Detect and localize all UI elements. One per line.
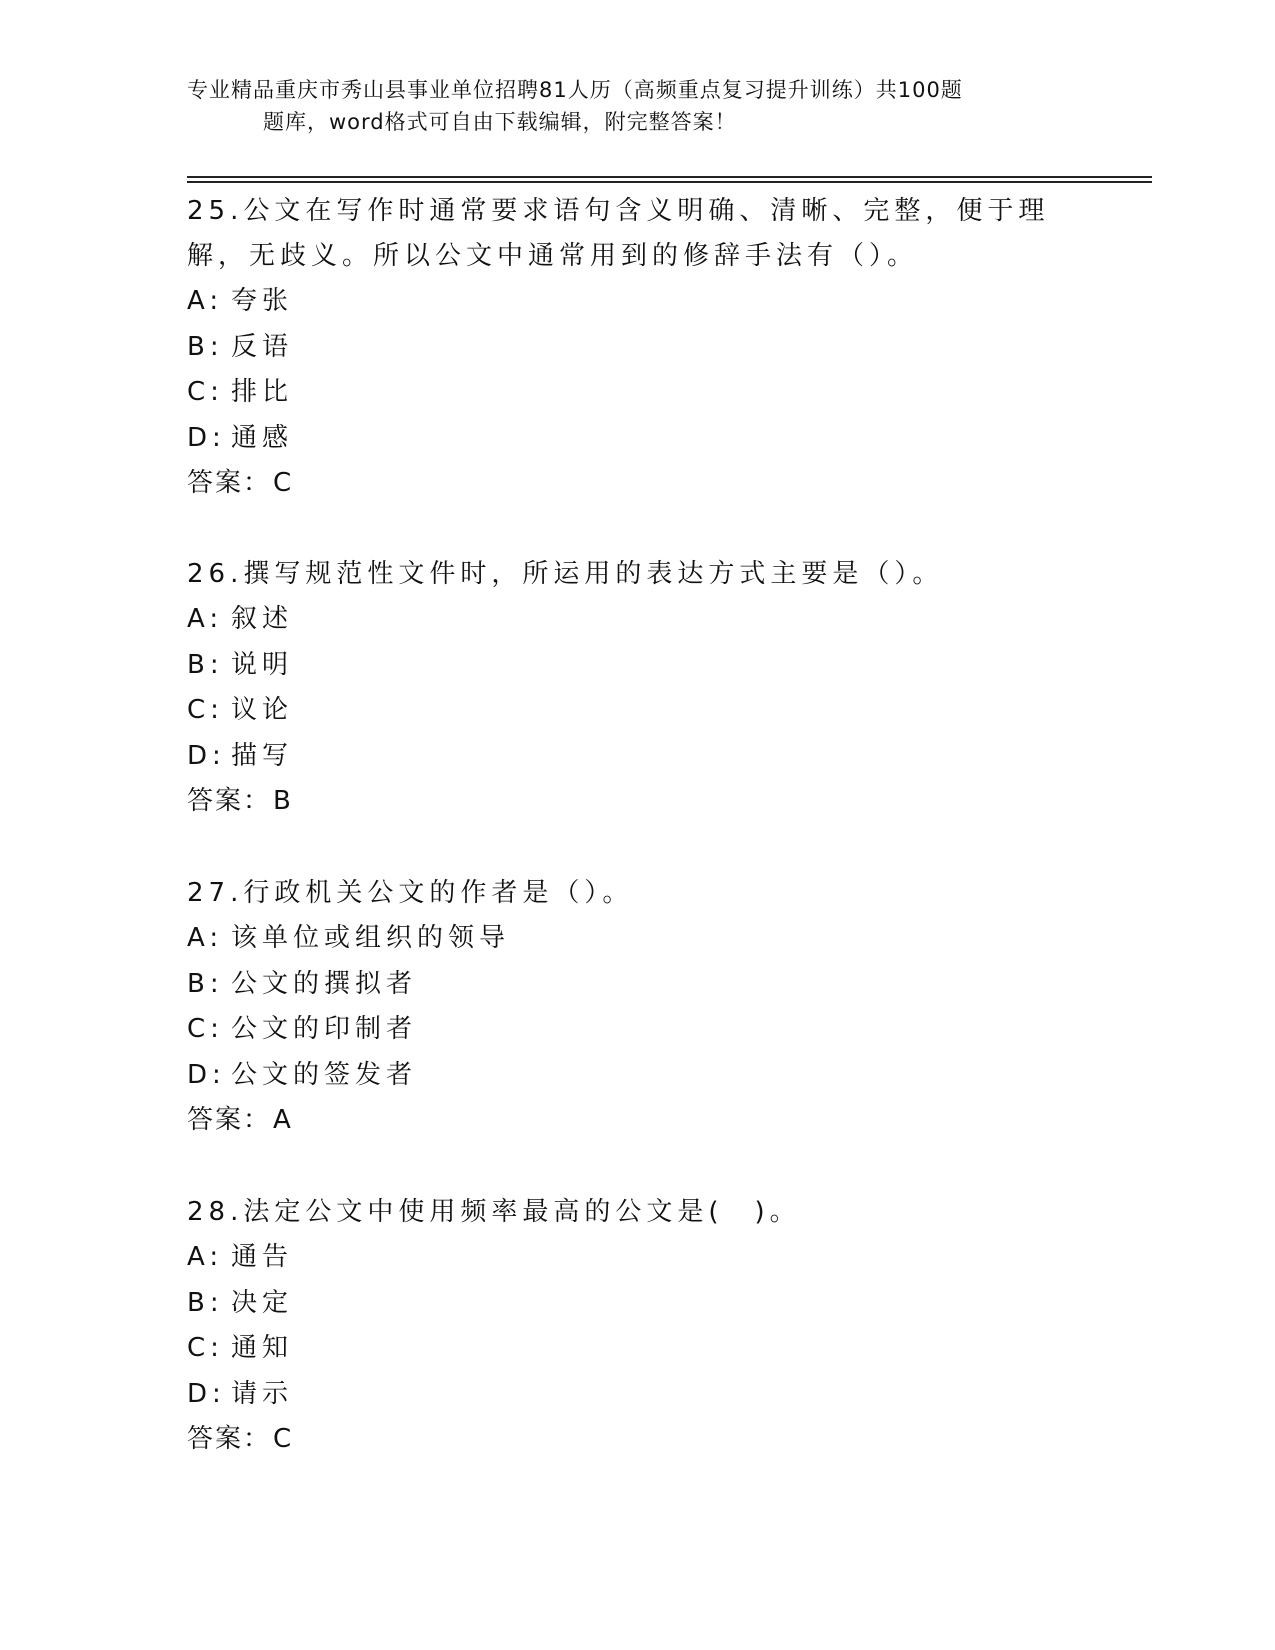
question-text: 27.行政机关公文的作者是（）。 (187, 878, 634, 908)
option-b (187, 962, 1087, 1008)
option-a (187, 597, 1087, 643)
option-c (187, 688, 1087, 734)
header-divider-bottom (187, 181, 1152, 183)
option-key: C: (187, 377, 224, 407)
option-text: 描写 (231, 740, 294, 771)
option-d (187, 416, 1087, 462)
option-a (187, 1235, 1087, 1281)
answer-label: 答案： (187, 1424, 272, 1454)
option-text: 公文的印制者 (231, 1014, 418, 1044)
option-key: B: (187, 649, 224, 680)
answer-value: B (273, 786, 291, 816)
answer-line (187, 461, 1087, 506)
option-c (187, 1007, 1087, 1053)
answer-label: 答案： (187, 468, 272, 498)
option-text: 议论 (231, 695, 294, 725)
question-28 (187, 1190, 1087, 1462)
option-key: A: (187, 923, 224, 953)
option-b (187, 643, 1087, 689)
header-title-line-2: 题库，word格式可自由下载编辑，附完整答案！ (263, 110, 737, 134)
option-b (187, 1281, 1087, 1327)
answer-label: 答案： (187, 1105, 272, 1135)
answer-line (187, 779, 1087, 824)
option-key: D: (187, 1378, 226, 1409)
answer-line (187, 1417, 1087, 1462)
option-a (187, 916, 1087, 962)
option-key: A: (187, 286, 224, 316)
option-text: 夸张 (231, 286, 294, 316)
answer-line (187, 1098, 1087, 1143)
answer-value: C (273, 1424, 292, 1454)
option-a (187, 279, 1087, 325)
option-text: 反语 (231, 331, 294, 362)
option-c (187, 1326, 1087, 1372)
question-27 (187, 871, 1087, 1143)
option-key: B: (187, 1287, 224, 1318)
option-text: 通告 (231, 1242, 294, 1272)
option-key: A: (187, 1242, 224, 1272)
option-key: B: (187, 968, 224, 999)
question-25 (187, 189, 1087, 506)
question-26 (187, 552, 1087, 824)
option-d (187, 1053, 1087, 1099)
option-text: 决定 (231, 1287, 294, 1318)
option-key: C: (187, 1014, 224, 1044)
answer-label: 答案： (187, 786, 272, 816)
option-key: B: (187, 331, 224, 362)
question-text: 25.公文在写作时通常要求语句含义明确、清晰、完整，便于理解，无歧义。所以公文中通常用到的修辞手法有（）。 (187, 196, 1050, 271)
option-text: 排比 (231, 377, 294, 407)
option-text: 该单位或组织的领导 (231, 923, 511, 953)
header-title-line-1: 专业精品重庆市秀山县事业单位招聘81人历（高频重点复习提升训练）共100题 (187, 78, 963, 102)
option-key: C: (187, 1333, 224, 1363)
question-text: 26.撰写规范性文件时，所运用的表达方式主要是（）。 (187, 559, 944, 589)
answer-value: C (273, 468, 292, 498)
option-text: 叙述 (231, 604, 294, 634)
option-key: C: (187, 695, 224, 725)
option-c (187, 370, 1087, 416)
document-header (187, 74, 1067, 138)
option-text: 公文的签发者 (231, 1059, 418, 1090)
option-key: A: (187, 604, 224, 634)
option-key: D: (187, 422, 226, 453)
option-text: 通知 (231, 1333, 294, 1363)
option-text: 请示 (231, 1378, 294, 1409)
question-text: 28.法定公文中使用频率最高的公文是( )。 (187, 1197, 801, 1227)
option-b (187, 325, 1087, 371)
option-text: 公文的撰拟者 (231, 968, 418, 999)
option-key: D: (187, 1059, 226, 1090)
answer-value: A (273, 1105, 291, 1135)
option-text: 说明 (231, 649, 294, 680)
option-d (187, 734, 1087, 780)
option-key: D: (187, 740, 226, 771)
header-divider-top (187, 176, 1152, 178)
option-d (187, 1372, 1087, 1418)
option-text: 通感 (231, 422, 294, 453)
